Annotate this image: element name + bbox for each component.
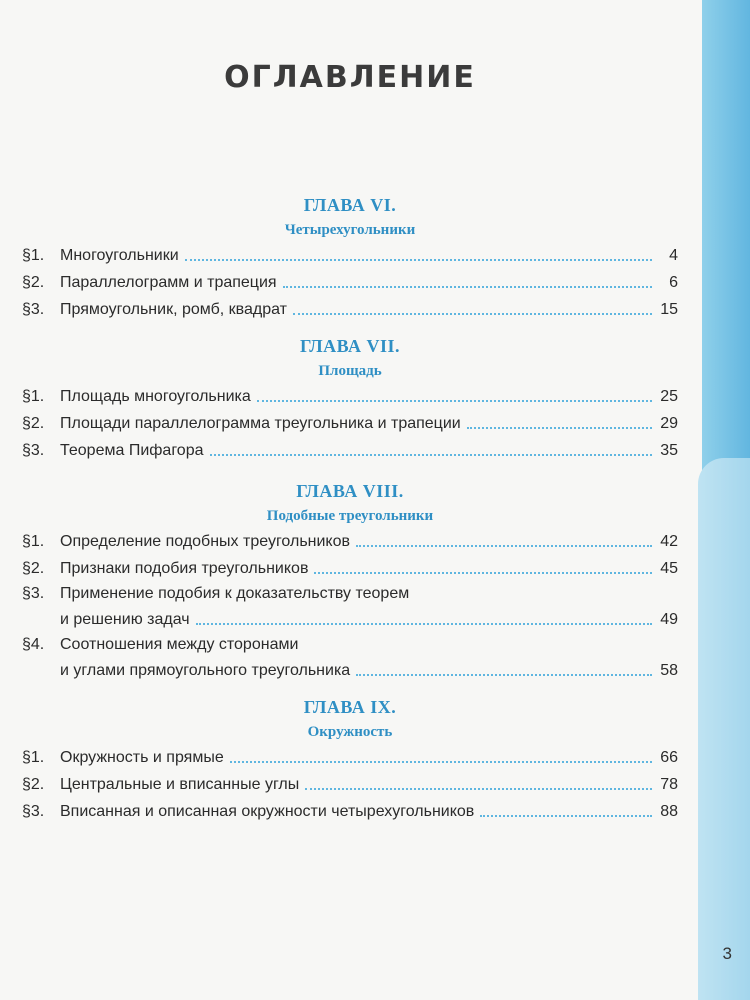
- toc-entry[interactable]: [22, 437, 678, 464]
- section-title: Применение подобия к доказательству теорем: [60, 585, 410, 602]
- chapter-name: Окружность: [307, 724, 393, 740]
- toc-entry-multiline[interactable]: [22, 633, 678, 684]
- section-title: Теорема Пифагора: [60, 442, 204, 459]
- section-title: Окружность и прямые: [60, 749, 224, 766]
- section-title: Параллелограмм и трапеция: [60, 274, 277, 291]
- chapter-8: [22, 478, 678, 528]
- side-color-band-bottom: [698, 458, 750, 1000]
- section-title-continuation: и решению задач: [60, 611, 190, 628]
- chapter-9: [22, 694, 678, 744]
- toc-entry[interactable]: [22, 744, 678, 771]
- dot-leader: [283, 286, 652, 288]
- side-color-band-top: [702, 0, 750, 470]
- page-ref: 42: [660, 533, 678, 550]
- section-number: §1.: [22, 388, 45, 405]
- chapter-number: ГЛАВА VI.: [303, 195, 397, 215]
- section-title: Многоугольники: [60, 247, 179, 264]
- section-title: Прямоугольник, ромб, квадрат: [60, 301, 287, 318]
- toc-entry[interactable]: [22, 242, 678, 269]
- toc-entry[interactable]: [22, 555, 678, 582]
- dot-leader: [314, 572, 652, 574]
- page-ref: 49: [660, 611, 678, 628]
- dot-leader: [230, 761, 652, 763]
- dot-leader: [185, 259, 652, 261]
- page-number: 3: [722, 944, 732, 963]
- page-ref: 35: [660, 442, 678, 459]
- toc-entry[interactable]: [22, 269, 678, 296]
- chapter-number: ГЛАВА IX.: [303, 697, 397, 717]
- section-title: Определение подобных треугольников: [60, 533, 350, 550]
- section-number: §2.: [22, 415, 45, 432]
- section-number: §3.: [22, 442, 45, 459]
- section-number: §2.: [22, 274, 45, 291]
- page-title: ОГЛАВЛЕНИЕ: [224, 60, 476, 95]
- dot-leader: [305, 788, 652, 790]
- toc-entry[interactable]: [22, 528, 678, 555]
- page-ref: 66: [660, 749, 678, 766]
- chapter-6: [22, 192, 678, 242]
- section-title: Вписанная и описанная окружности четырехугольников: [60, 803, 475, 820]
- page-ref: 29: [660, 415, 678, 432]
- section-number: §1.: [22, 533, 45, 550]
- dot-leader: [467, 427, 652, 429]
- toc-entry[interactable]: [22, 383, 678, 410]
- chapter-name: Площадь: [318, 363, 382, 379]
- page-ref: 58: [660, 662, 678, 679]
- chapter-number: ГЛАВА VIII.: [296, 481, 404, 501]
- section-number: §2.: [22, 776, 45, 793]
- section-number: §1.: [22, 247, 45, 264]
- page-ref: 15: [660, 301, 678, 318]
- toc-entry[interactable]: [22, 798, 678, 825]
- dot-leader: [210, 454, 653, 456]
- dot-leader: [293, 313, 652, 315]
- section-title-continuation: и углами прямоугольного треугольника: [60, 662, 351, 679]
- dot-leader: [356, 545, 652, 547]
- section-title: Соотношения между сторонами: [60, 636, 299, 653]
- dot-leader: [257, 400, 652, 402]
- section-number: §3.: [22, 585, 45, 602]
- page-ref: 25: [660, 388, 678, 405]
- chapter-7: [22, 333, 678, 383]
- section-title: Площади параллелограмма треугольника и трапеции: [60, 415, 461, 432]
- toc-entry[interactable]: [22, 410, 678, 437]
- toc-entry[interactable]: [22, 296, 678, 323]
- toc-entry-multiline[interactable]: [22, 582, 678, 633]
- chapter-name: Подобные треугольники: [266, 508, 434, 524]
- section-number: §2.: [22, 560, 45, 577]
- section-number: §3.: [22, 803, 45, 820]
- page-ref: 6: [669, 274, 678, 291]
- chapter-name: Четырехугольники: [284, 222, 416, 238]
- section-number: §4.: [22, 636, 45, 653]
- section-title: Признаки подобия треугольников: [60, 560, 309, 577]
- page-ref: 4: [669, 247, 678, 264]
- page-ref: 78: [660, 776, 678, 793]
- section-title: Площадь многоугольника: [60, 388, 251, 405]
- dot-leader: [480, 815, 652, 817]
- toc-entry[interactable]: [22, 771, 678, 798]
- page-ref: 88: [660, 803, 678, 820]
- section-number: §1.: [22, 749, 45, 766]
- section-title: Центральные и вписанные углы: [60, 776, 300, 793]
- chapter-number: ГЛАВА VII.: [299, 336, 401, 356]
- dot-leader: [356, 674, 652, 676]
- table-of-contents: [22, 192, 678, 825]
- section-number: §3.: [22, 301, 45, 318]
- dot-leader: [196, 623, 652, 625]
- page-ref: 45: [660, 560, 678, 577]
